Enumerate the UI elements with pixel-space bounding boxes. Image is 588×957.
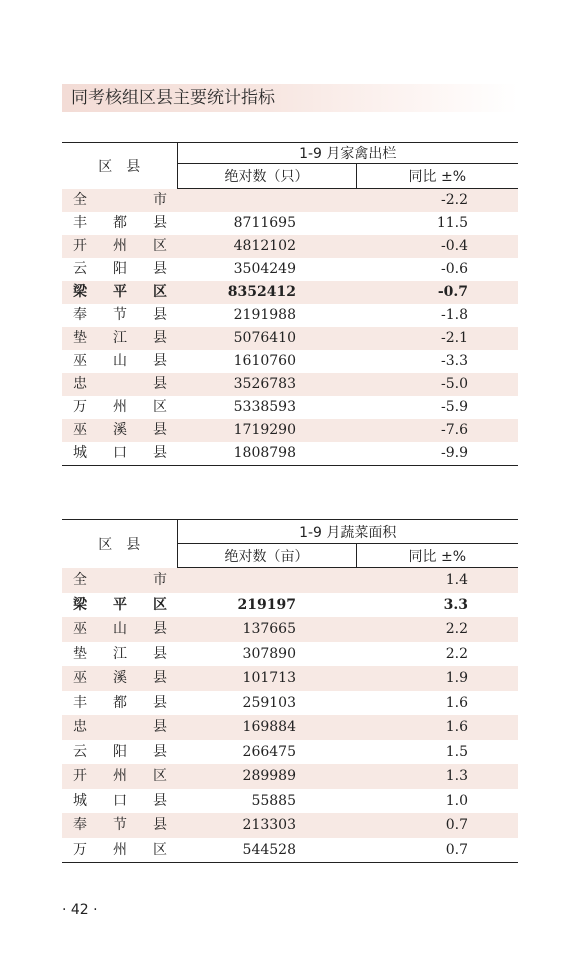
table-row: [62, 813, 518, 838]
region-name: 梁 平 区: [62, 281, 177, 304]
abs-value: 219197: [237, 596, 296, 613]
yoy-value: 1.3: [356, 764, 518, 789]
yoy-value: 2.2: [445, 645, 469, 662]
yoy-value: 1.4: [356, 568, 518, 593]
region-name: 全 市: [62, 568, 177, 593]
abs-value: 101713: [177, 666, 356, 691]
abs-value: 137665: [177, 617, 356, 642]
page-title: 同考核组区县主要统计指标: [62, 84, 518, 112]
region-name: 垫 江 县: [73, 645, 167, 662]
table-row: [62, 789, 518, 814]
abs-value: 169884: [177, 715, 356, 740]
yoy-value: -2.1: [356, 327, 518, 350]
table-row: [62, 419, 518, 442]
region-name: 巫 山 县: [73, 353, 167, 369]
table-row: [62, 442, 518, 466]
yoy-value: 2.2: [356, 617, 518, 642]
table-row: [62, 764, 518, 789]
yoy-value: -2.2: [356, 189, 518, 213]
yoy-value: -3.3: [441, 353, 469, 369]
yoy-value: 3.3: [443, 596, 469, 613]
vegetable-table: [62, 519, 518, 863]
table-row: [62, 740, 518, 765]
region-header: 区县: [62, 143, 177, 189]
poultry-table: [62, 142, 518, 466]
table-row: [62, 568, 518, 593]
abs-value: 1719290: [177, 419, 356, 442]
table-row: [62, 258, 518, 281]
yoy-value: 1.6: [445, 694, 469, 711]
abs-value: 289989: [177, 764, 356, 789]
abs-value: 1808798: [233, 445, 296, 461]
yoy-value: -0.6: [441, 261, 469, 277]
table-row: [62, 373, 518, 396]
region-name: 巫 山 县: [62, 617, 177, 642]
abs-value: 8711695: [233, 215, 296, 231]
yoy-value: 11.5: [436, 215, 469, 231]
table-row: [62, 715, 518, 740]
abs-area-header: 绝对数（亩）: [177, 544, 356, 568]
abs-value: 307890: [242, 645, 296, 662]
yoy-header: 同比 ±%: [356, 164, 518, 189]
table-row: [62, 327, 518, 350]
table-row: [62, 642, 518, 667]
region-name: 城 口 县: [73, 445, 167, 461]
region-name: 奉 节 县: [62, 813, 177, 838]
region-name: 梁 平 区: [73, 596, 167, 613]
region-name: 忠 县: [62, 373, 177, 396]
yoy-value: -5.9: [441, 399, 469, 415]
abs-value: 3526783: [177, 373, 356, 396]
region-name: 万 州 区: [73, 399, 167, 415]
yoy-value: -5.0: [356, 373, 518, 396]
table-row: [62, 189, 518, 213]
yoy-header: 同比 ±%: [356, 544, 518, 568]
region-name: 巫 溪 县: [62, 419, 177, 442]
region-name: 奉 节 县: [73, 307, 167, 323]
region-name: 开 州 区: [62, 764, 177, 789]
region-name: 忠 县: [62, 715, 177, 740]
abs-value: 8352412: [177, 281, 356, 304]
table-row: [62, 281, 518, 304]
vegetable-group-header: 1-9 月蔬菜面积: [177, 520, 518, 544]
abs-value: 3504249: [233, 261, 296, 277]
yoy-value: -0.7: [356, 281, 518, 304]
region-name: 城 口 县: [73, 792, 167, 809]
region-name: 云 阳 县: [73, 743, 167, 760]
region-name: 巫 溪 县: [62, 666, 177, 691]
table-row: [62, 838, 518, 863]
region-name: 垫 江 县: [62, 327, 177, 350]
abs-value: [177, 568, 356, 593]
table-row: [62, 666, 518, 691]
abs-value: 1610760: [233, 353, 296, 369]
abs-value: 55885: [251, 792, 296, 809]
yoy-value: -7.6: [356, 419, 518, 442]
table-row: [62, 350, 518, 373]
yoy-value: 1.6: [356, 715, 518, 740]
region-name: 云 阳 县: [73, 261, 167, 277]
abs-value: 266475: [242, 743, 296, 760]
yoy-value: 1.5: [445, 743, 469, 760]
abs-value: 213303: [177, 813, 356, 838]
region-name: 万 州 区: [73, 841, 167, 858]
table-row: [62, 235, 518, 258]
page-number: · 42 ·: [62, 902, 98, 918]
abs-value: 4812102: [177, 235, 356, 258]
poultry-group-header: 1-9 月家禽出栏: [177, 143, 518, 164]
table-row: [62, 593, 518, 618]
yoy-value: -9.9: [441, 445, 469, 461]
yoy-value: 1.0: [445, 792, 469, 809]
region-name: 丰 都 县: [73, 694, 167, 711]
abs-value: 544528: [242, 841, 296, 858]
yoy-value: 1.9: [356, 666, 518, 691]
yoy-value: -1.8: [441, 307, 469, 323]
yoy-value: -0.4: [356, 235, 518, 258]
table-row: [62, 396, 518, 419]
abs-count-header: 绝对数（只）: [177, 164, 356, 189]
table-row: [62, 212, 518, 235]
yoy-value: 0.7: [356, 813, 518, 838]
yoy-value: 0.7: [445, 841, 469, 858]
abs-value: [177, 189, 356, 213]
table-row: [62, 691, 518, 716]
region-header: 区县: [62, 520, 177, 568]
region-name: 开 州 区: [62, 235, 177, 258]
abs-value: 5076410: [177, 327, 356, 350]
abs-value: 259103: [242, 694, 296, 711]
table-row: [62, 617, 518, 642]
region-name: 全 市: [62, 189, 177, 213]
abs-value: 2191988: [233, 307, 296, 323]
region-name: 丰 都 县: [73, 215, 167, 231]
abs-value: 5338593: [233, 399, 296, 415]
table-row: [62, 304, 518, 327]
